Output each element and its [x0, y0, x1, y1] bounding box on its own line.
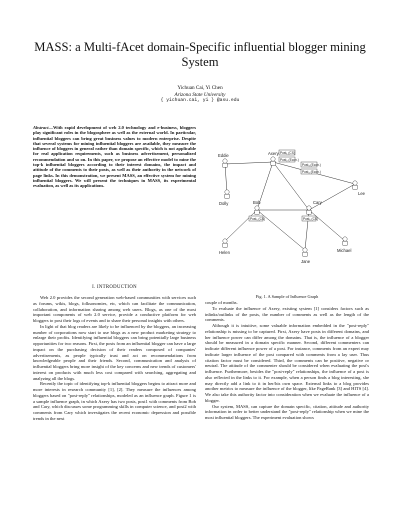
affiliation: Arizona State University	[174, 91, 226, 98]
edge	[309, 210, 345, 241]
node-cary	[307, 206, 311, 214]
post-box-label: Post₃ (Econ.)	[302, 162, 321, 167]
graph-edges	[225, 162, 355, 250]
post-box-label: Post₆ (CS)	[303, 216, 319, 221]
node-helen	[223, 239, 227, 247]
author-email: { yichuan.cai, yi } @asu.edu	[160, 98, 240, 104]
section-heading: I. INTRODUCTION	[92, 285, 137, 290]
post-box-label: Post₄ (Econ.)	[302, 169, 321, 174]
abstract	[33, 125, 196, 189]
node-label: Helen	[219, 250, 230, 255]
node-michael	[343, 237, 347, 245]
influence-graph	[205, 138, 369, 288]
paragraph: Recently the topic of identifying top-k influential bloggers begins to attract more and more interests in research community [1], [2]. They measure the influences among bloggers based on "post-reply" relationships, modeled as an influence graph. Figure 1 is a sample influence graph, in which Axery has two posts, post1 with comments from Bob and Cary, which discusses some programming skills in computer science, and post2 with comments from Cary which investigates the recent economic depression and possible trends in the next	[33, 381, 196, 421]
paragraph: Our system, MASS, can capture the domain specific, citation, attitude and authority information in order to better understand the "post-reply" relationship when we mine the most influential bloggers. The experiment evaluation shows	[205, 403, 369, 420]
paragraph: In light of that blog readers are likely to be influenced by the bloggers, an increasing number of corporations now start to use blogs as a new product marketing strategy to enlarge their profits. Identifying influential bloggers can bring potentially large business opportunities for two reasons. First, the posts from an influential blogger can have a large impact on the purchasing decision of their readers composed of companies' advertisements, as people typically trust and act on recommendations from knowledgeable people and their friends. Second, communication and analysis of influential bloggers bring more insight of the key concerns and new trends of customers' interest on products with much less cost compared with searching, aggregating and analyzing all the blogs.	[33, 323, 196, 381]
node-axery	[271, 157, 275, 165]
author-names: Yichuan Cai, Yi Chen	[177, 85, 223, 91]
node-jane	[303, 248, 307, 256]
graph-nodes	[223, 157, 357, 256]
edge	[225, 164, 227, 193]
paper-title: MASS: a Multi-fAcet domain-Specific influential blogger mining System	[34, 40, 366, 69]
node-label: Eddie	[218, 153, 229, 158]
author-block	[0, 85, 400, 105]
influence-graph-figure	[205, 138, 369, 288]
edge	[225, 210, 257, 241]
node-label: Lee	[358, 191, 365, 196]
abstract-label: Abstract	[33, 125, 49, 130]
abstract-text: —With rapid development of web 2.0 technology and e-business, bloggers play significant roles in the blogosphere as well as the external world. In particular, influential bloggers can bring great business values to modern enterprise. Despite that several systems for mining influential bloggers are available, they measure the influence of bloggers in general rather than domain specific, which is not applicable for real application requirements, such as business advertisement, personalized recommendation and so on. In this paper, we propose an effective model to mine the top-k influential bloggers according to their interest domains, the impact and attitude of the comments to their posts, as well as their authority in the network of page links. In this demonstration, we present MASS, an effective system for mining influential bloggers. We will present the techniques in MASS, its experimental evaluation, as well as its applications.	[33, 125, 196, 189]
post-box-label: Post₁ (CS)	[280, 150, 295, 155]
right-column-body	[205, 300, 369, 421]
node-label: Axery	[268, 151, 279, 156]
node-label: Dolly	[219, 201, 229, 206]
post-box-label: Post₅ (CS)	[250, 216, 266, 221]
node-label: Michael	[337, 248, 352, 253]
figure-caption: Fig. 1. A Sample of Influence Graph	[255, 294, 319, 299]
paragraph: Although it is intuitive, some valuable information embedded in the "post-reply" relationship is missing to be captured. First, Axery have posts in different domains, and her influence power can differ among the domains. That is, the influence of a blogger should be measured in a domain specific manner. Second, different commenters can indicate different influence power of a post. For instance, comments from an expert may indicate larger influence of the post compared with comments from a lay user. Thus citation factor must be considered. Third, the comments can be positive, negative or neutral. The attitude of the commenter should be considered when evaluating the post's influence. Furthermore, besides the "post-reply" relationships, the influence of a post is also reflected in the links to it. For example, when a person finds a blog interesting, she may directly add a link to it in her/his own space. External links to a blog provides another metrics to measure the influence of the blogger, like PageRank [3] and HITS [4]. We also take this authority factor into consideration when we evaluate the influence of a blogger.	[205, 323, 369, 403]
node-label: Bob	[253, 200, 261, 205]
edge	[309, 184, 355, 210]
node-dolly	[225, 190, 229, 198]
left-column-body	[33, 295, 196, 422]
post-box-label: Post₂ (Econ.)	[280, 157, 299, 162]
node-eddie	[223, 159, 227, 167]
paragraph: Web 2.0 provides the second generation web-based communities with services such as forums, wikis, blogs, folksonomies, etc, which can facilitate the communication, collaboration, and information sharing among web users. Blogs, as one of the most important components of web 2.0 service, provide a conductive platform for web bloggers to post their logs of events and to share their personal insights with others.	[33, 295, 196, 323]
edge	[225, 162, 273, 164]
paragraph: To evaluate the influence of Axery, existing system [1] considers factors such as inlinks/outlinks of the posts, the number of comments as well as the length of the comments.	[205, 305, 369, 323]
paragraph: couple of months.	[205, 300, 238, 305]
node-label: Cary	[313, 200, 322, 205]
node-bob	[255, 206, 259, 214]
node-label: Jane	[301, 259, 311, 264]
